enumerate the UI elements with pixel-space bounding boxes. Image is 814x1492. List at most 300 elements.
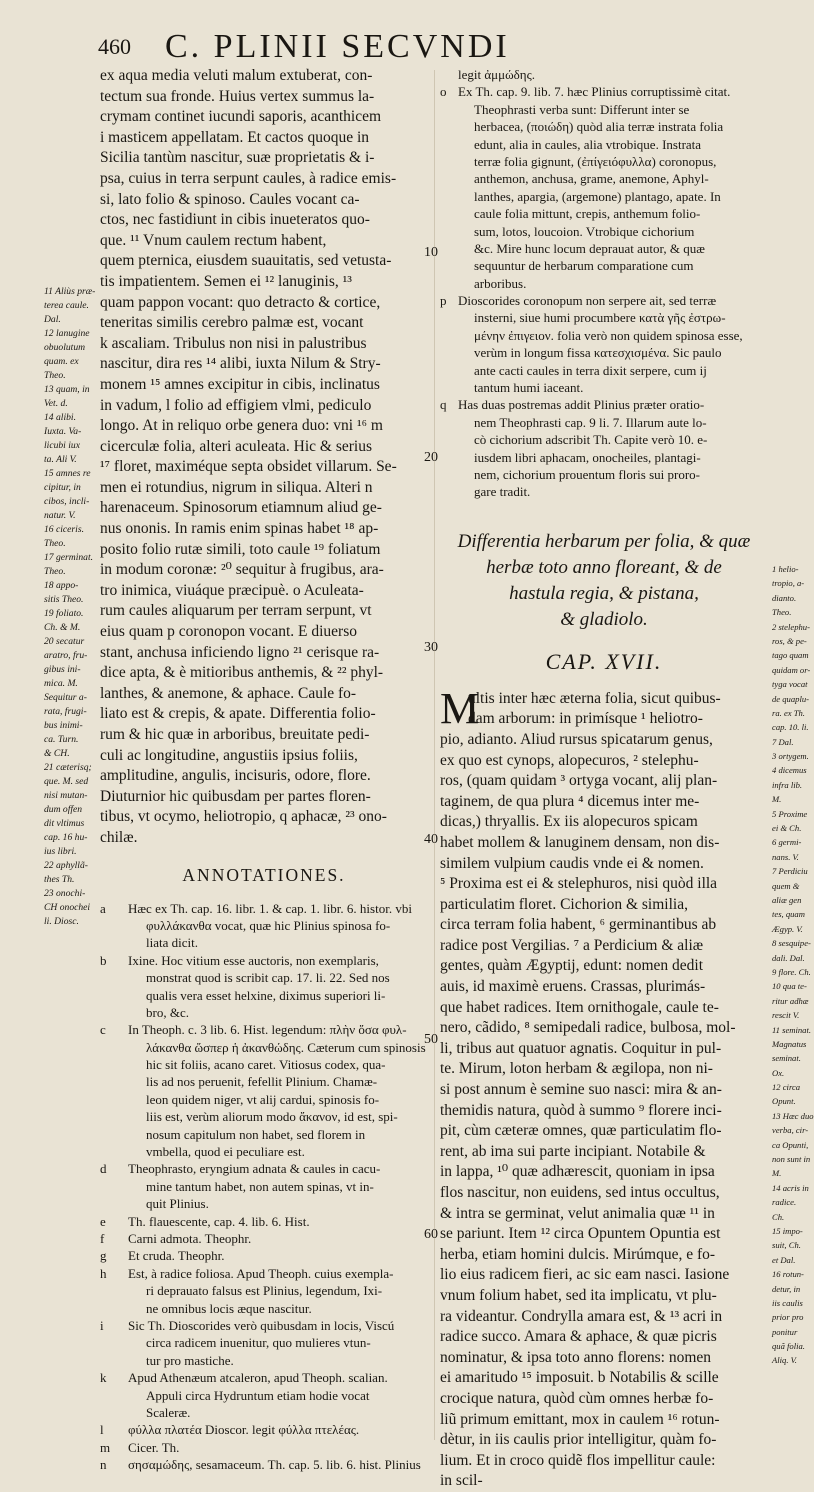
annotation-text: qualis vera esset helxine, diximus superiori li-	[146, 987, 386, 1003]
text-line: circa terram folia habent, ⁶ germinantibus ab	[440, 916, 717, 934]
annotation-mark: l	[100, 1422, 104, 1438]
text-line: dicas,) thryallis. Ex iis alopecuros spicam	[440, 813, 698, 831]
annotation-mark: g	[100, 1248, 107, 1264]
page-number: 460	[98, 34, 131, 59]
margin-note: 11 seminat.	[772, 1024, 811, 1035]
margin-note: 14 alibi.	[44, 412, 76, 423]
annotation-mark: n	[100, 1457, 107, 1473]
annotations-left	[100, 900, 428, 1474]
text-line: si post annum è semine suo nasci: mira & an-	[440, 1081, 722, 1099]
annotation-text: bro, &c.	[146, 1004, 189, 1020]
text-line: in vadum, l folio ad effigiem vlmi, pediculo	[100, 396, 372, 414]
margin-note: 22 aphyllã-	[44, 860, 88, 871]
margin-note: et Dal.	[772, 1254, 796, 1265]
annotation-text: circa radicem inuenitur, quo mulieres vtun-	[146, 1335, 371, 1351]
text-line: amplitudine, angulis, incisuris, odore, flore.	[100, 767, 371, 785]
margin-note: 16 ciceris.	[44, 524, 84, 535]
annotation-line	[100, 1213, 428, 1230]
line-number: 50	[424, 1032, 438, 1047]
annotation-text: Th. flauescente, cap. 4. lib. 6. Hist.	[128, 1213, 310, 1229]
annotation-mark: e	[100, 1213, 106, 1229]
annotation-text: lis ad nos peruenit, fefellit Plinium. Chamæ-	[146, 1074, 378, 1090]
margin-note: Opunt.	[772, 1096, 796, 1107]
text-line: in modum coronæ: ²⁰ sequitur à frugibus, ara-	[100, 561, 384, 579]
annotation-mark: a	[100, 900, 106, 916]
annotation-text: Dioscorides coronopum non serpere ait, sed terræ	[458, 293, 717, 309]
annotation-line	[440, 344, 768, 361]
annotation-line	[440, 327, 768, 344]
annotation-line	[100, 900, 428, 917]
text-line: te. Mirum, loton herbam & ægilopa, non ni-	[440, 1060, 713, 1078]
chapter-number: CAP. XVII.	[545, 648, 663, 674]
annotation-text: sum, lotos, loucoion. Vtrobique cichorium	[474, 223, 695, 239]
text-line: liũ primum emittant, mox in caulem ¹⁶ rotun-	[440, 1410, 720, 1428]
annotation-text: nem, cichorium prouentum floris sui proro-	[474, 466, 701, 482]
margin-note: ta. Ali V.	[44, 454, 77, 465]
annotation-line	[440, 170, 768, 187]
annotation-line	[100, 969, 428, 986]
annotation-line	[100, 1160, 428, 1177]
annotation-text: &c. Mire hunc locum deprauat autor, & quæ	[474, 240, 705, 256]
annotation-text: σησαμώδης, sesamaceum. Th. cap. 5. lib. 6. hist. Plinius	[128, 1457, 421, 1473]
left-main-text	[100, 66, 428, 849]
margin-note: quam. ex	[44, 356, 79, 367]
text-line: ex quo est cynops, alopecuros, ² stelephu-	[440, 751, 699, 769]
annotation-line	[100, 1439, 428, 1456]
text-line: psa, cuius in terra serpunt caules, à radice emis-	[100, 169, 397, 187]
margin-note: Ox.	[772, 1067, 785, 1078]
text-line: ros, (quam quidam ³ ortyga vocant, alij plan-	[440, 772, 718, 790]
margin-note: infra lib.	[772, 779, 803, 790]
annotation-line	[100, 1456, 428, 1473]
margin-note: tyga vocat	[772, 679, 808, 690]
text-line: eius quam p coronopon vocant. E diuerso	[100, 623, 357, 641]
margin-note: ei & Ch.	[772, 823, 802, 834]
text-line: vnum folium habet, sed ita implicatu, vt plu-	[440, 1286, 717, 1304]
text-line: & intra se germinat, velut animalia quæ ¹¹ in	[440, 1204, 715, 1222]
annotation-mark: k	[100, 1370, 107, 1386]
annotation-text: vmbella, quod ei peculiare est.	[146, 1144, 305, 1160]
annotation-text: tantum humi iaceant.	[474, 380, 584, 396]
annotation-line	[100, 987, 428, 1004]
text-line: que. ¹¹ Vnum caulem rectum habent,	[100, 231, 327, 249]
annotation-line	[100, 1352, 428, 1369]
margin-note: nisi mutan-	[44, 790, 88, 801]
text-line: se pariunt. Item ¹² circa Opuntem Opuntia est	[440, 1225, 721, 1243]
annotation-line	[440, 153, 768, 170]
annotation-text: insterni, siue humi procumbere κατὰ γῆς ἐστρω-	[474, 310, 726, 326]
annotation-line	[440, 292, 768, 309]
margin-note: aratro, fru-	[44, 650, 88, 661]
annotation-text: liis est, verùm aliorum modo ἄκανον, id est, spi-	[146, 1109, 398, 1125]
text-line: pit, cùm cæteræ omnes, quæ particulatim flo-	[440, 1122, 722, 1140]
annotation-text: leon quidem niger, vt alij cardui, spinosis fo-	[146, 1091, 380, 1107]
annotation-line	[100, 1126, 428, 1143]
text-line: themidis natura, quòd à summo ⁹ florere inci-	[440, 1101, 722, 1119]
chapter-title-line: Differentia herbarum per folia, & quæ	[457, 530, 751, 552]
margin-note: terea caule.	[44, 300, 89, 311]
text-line: longo. At in reliquo orbe genera duo: vni ¹⁶ m	[100, 417, 383, 435]
annotation-text: cò cichorium adscribit Th. Capite verò 10. e-	[474, 432, 708, 448]
margin-note: Sequitur a-	[44, 692, 87, 703]
margin-note: non sunt in	[772, 1154, 811, 1165]
margin-note: suit, Ch.	[772, 1240, 801, 1251]
text-line: tis impatientem. Semen ei ¹² lanuginis, ¹³	[100, 272, 352, 290]
annotation-text: ri deprauato falsus est Plinius, legendum, Ixi-	[146, 1283, 383, 1299]
annotation-line	[100, 1073, 428, 1090]
annotation-text: nosum capitulum non habet, sed florem in	[146, 1126, 366, 1142]
margin-note: nans. V.	[772, 851, 799, 862]
margin-note: Theo.	[44, 538, 66, 549]
text-line: taginem, de qua plura ⁴ dicemus inter me-	[440, 792, 700, 810]
margin-note: cibos, incli-	[44, 496, 90, 507]
annotation-text: φυλλάκανθα vocat, quæ hic Plinius spinosa fo-	[146, 917, 391, 933]
text-line: dice apta, & è mitioribus anthemis, & ²² phyl-	[100, 664, 384, 682]
right-column	[440, 66, 768, 1492]
margin-note: 19 foliato.	[44, 608, 84, 619]
annotation-line	[100, 934, 428, 951]
text-line: flos nascitur, non euidens, sed intus occultus,	[440, 1184, 720, 1202]
annotation-line	[100, 1247, 428, 1264]
annotation-text: Et cruda. Theophr.	[128, 1248, 225, 1264]
margin-note: 12 circa	[772, 1082, 801, 1093]
annotation-text: edunt, alia in caules, alia vtrobique. Instrata	[474, 136, 702, 152]
annotation-line	[100, 952, 428, 969]
annotation-text: Scaleræ.	[146, 1404, 191, 1420]
margin-note: 13 quam, in	[44, 384, 90, 395]
annotation-text: liata dicit.	[146, 935, 198, 951]
text-line: ex aqua media veluti malum extuberat, con-	[100, 67, 373, 84]
annotation-line	[440, 466, 768, 483]
annotation-line	[100, 1004, 428, 1021]
margin-note: aliæ gen	[772, 894, 802, 905]
margin-note: prior pro	[772, 1312, 804, 1323]
margin-note: 20 secatur	[44, 636, 85, 647]
text-line: dètur, in iis caulis prior intelligitur, quàm fo-	[440, 1431, 717, 1449]
text-line: nascitur, dira res ¹⁴ alibi, iuxta Nilum & Stry-	[100, 355, 381, 373]
text-line: chilæ.	[100, 828, 138, 846]
text-line: posito folio rutæ simili, toto caule ¹⁹ foliatum	[100, 540, 381, 558]
annotation-mark: h	[100, 1265, 107, 1281]
margin-note: ra. ex Th.	[772, 707, 805, 718]
margin-note: 10 qua te-	[772, 981, 807, 992]
text-line: radice post Vergilias. ⁷ a Perdicium & aliæ	[440, 936, 704, 954]
annotation-line	[100, 1387, 428, 1404]
annotation-text: Carni admota. Theophr.	[128, 1230, 252, 1246]
annotation-line	[100, 1265, 428, 1282]
annotation-text: nem Theophrasti cap. 9 li. 7. Illarum aute lo-	[474, 414, 707, 430]
annotation-line	[440, 66, 768, 83]
annotation-text: tur pro mastiche.	[146, 1352, 234, 1368]
margin-note: Theo.	[44, 370, 66, 381]
annotation-text: φύλλα πλατέα Dioscor. legit φύλλα πτελέας.	[128, 1422, 360, 1438]
annotation-mark: f	[100, 1230, 105, 1246]
margin-note: rescit V.	[772, 1010, 800, 1021]
annotation-line	[100, 1421, 428, 1438]
annotation-line	[100, 1334, 428, 1351]
text-line: lanthes, & anemone, & aphace. Caule fo-	[100, 684, 357, 702]
annotation-line	[100, 1178, 428, 1195]
text-line: dam arborum: in primísque ¹ heliotro-	[468, 710, 703, 728]
annotation-mark: m	[100, 1439, 111, 1455]
line-number: 20	[424, 450, 438, 465]
annotation-text: λάκανθα ὥσπερ ἡ ἀκανθώδης. Cæterum cum spinosis	[146, 1039, 426, 1055]
text-line: gentes, quàm Ægyptij, edunt: nomen dedit	[440, 957, 704, 975]
text-line: ¹⁷ floret, maximéque septa obsidet villarum. Se-	[100, 458, 397, 476]
text-line: monem ¹⁵ amnes excipitur in cibis, inclinatus	[100, 375, 380, 393]
annotation-mark: c	[100, 1022, 106, 1038]
margin-note: gibus ini-	[44, 664, 81, 675]
text-line: si, lato folio & spinoso. Caules vocant ca-	[100, 190, 360, 208]
annotation-line	[440, 83, 768, 100]
margin-note: 15 impo-	[772, 1225, 803, 1236]
annotation-line	[440, 362, 768, 379]
text-line: radice succo. Amara & aphace, & quæ picris	[440, 1328, 717, 1346]
text-line: ⁵ Proxima est ei & stelephuros, nisi quòd illa	[440, 875, 718, 893]
margin-note: 6 germi-	[772, 837, 802, 848]
margin-note: 18 appo-	[44, 580, 79, 591]
margin-note: 7 Perdiciu	[772, 866, 808, 877]
margin-note: 8 sesquipe-	[772, 938, 811, 949]
margin-note: li. Diosc.	[44, 916, 79, 927]
margin-note: tropio, a-	[772, 578, 805, 589]
margin-note: quem &	[772, 880, 800, 891]
margin-note: Magnatus	[772, 1038, 807, 1049]
margin-note: 11 Aliùs præ-	[44, 286, 96, 297]
annotation-text: Apud Athenæum atcaleron, apud Theoph. scalian.	[128, 1370, 388, 1386]
annotation-line	[440, 431, 768, 448]
annotation-text: arboribus.	[474, 275, 527, 291]
margin-note: cipitur, in	[44, 482, 81, 493]
margin-note: 5 Proxime	[772, 808, 808, 819]
text-line: men ei rotundius, nigrum in siliqua. Alteri n	[100, 478, 373, 496]
annotation-line	[440, 396, 768, 413]
margin-note: 12 lanugine	[44, 328, 90, 339]
annotations-right	[440, 66, 768, 501]
text-line: quam pappon vocant: quo detracto & cortice,	[100, 293, 381, 311]
left-column	[100, 66, 428, 1473]
margin-note: 2 stelephu-	[772, 621, 810, 632]
margin-note: quidam or-	[772, 664, 811, 675]
annotation-line	[440, 449, 768, 466]
annotations-heading: ANNOTATIONES.	[182, 864, 346, 885]
margin-note: cap. 10. li.	[772, 722, 809, 733]
annotation-line	[100, 1021, 428, 1038]
margin-note: tago quam	[772, 650, 809, 661]
text-line: crocique natura, quòd cùm omnes herbæ fo-	[440, 1389, 714, 1407]
annotation-line	[440, 309, 768, 326]
annotation-mark: p	[440, 293, 447, 309]
text-line: auis, id maximè eruens. Crassas, plurimás-	[440, 978, 706, 996]
chapter-title-line: herbæ toto anno floreant, & de	[486, 556, 722, 578]
margin-note: 23 onochi-	[44, 888, 86, 899]
margin-note: natur. V.	[44, 510, 76, 521]
margin-note: mica. M.	[44, 678, 78, 689]
margin-note: cap. 16 hu-	[44, 832, 88, 843]
annotation-line	[440, 205, 768, 222]
text-line: nus ononis. In ramis enim spinas habet ¹⁸ ap-	[100, 520, 379, 538]
annotation-mark: b	[100, 952, 107, 968]
text-line: herba, etiam homini dulcis. Mirúmque, e fo-	[440, 1245, 716, 1263]
margin-note: tes, quam	[772, 909, 805, 920]
text-line: harenaceum. Spinosorum etiamnum aliud ge-	[100, 499, 382, 517]
line-number: 30	[424, 640, 438, 655]
annotation-line	[440, 118, 768, 135]
text-line: pio, adianto. Aliud rursus spicatarum genus,	[440, 730, 713, 748]
annotation-line	[100, 1195, 428, 1212]
text-line: ctos, nec fastidiunt in cibis inueteratos quo-	[100, 211, 370, 229]
margin-note: rata, frugi-	[44, 706, 87, 717]
margin-note: Dal.	[44, 314, 61, 325]
text-line: k ascaliam. Tribulus non nisi in palustribus	[100, 334, 367, 352]
annotation-text: gare tradit.	[474, 484, 531, 500]
chapter-body	[440, 683, 768, 1492]
margin-note: dianto.	[772, 592, 797, 603]
margin-note: que. M. sed	[44, 776, 89, 787]
margin-note: quã folia.	[772, 1341, 805, 1352]
annotation-text: anthemon, anchusa, grame, anemone, Aphyl-	[474, 171, 709, 187]
annotation-line	[440, 257, 768, 274]
annotation-line	[100, 1317, 428, 1334]
text-line: crymam continet iucundi saporis, acanthicem	[100, 108, 382, 126]
annotation-line	[440, 379, 768, 396]
annotation-line	[100, 917, 428, 934]
text-line: Diuturnior hic quibusdam per partes floren-	[100, 787, 371, 805]
margin-note: ritur adhæ	[772, 995, 809, 1006]
margin-note: 4 dicemus	[772, 765, 807, 776]
text-line: stant, anchusa inficiendo ligno ²¹ cerisque ra-	[100, 643, 380, 661]
annotation-line	[440, 136, 768, 153]
right-main-text	[440, 683, 768, 1492]
margin-note: seminat.	[772, 1053, 801, 1064]
annotation-line	[440, 223, 768, 240]
margin-note: ius libri.	[44, 846, 77, 857]
margin-note: 15 amnes re	[44, 468, 91, 479]
annotation-text: Hæc ex Th. cap. 16. libr. 1. & cap. 1. libr. 6. histor. vbi	[128, 900, 412, 916]
text-line: rent, ab ima sui parte incipiant. Notabile &	[440, 1142, 706, 1160]
annotation-text: hic sit foliis, acano caret. Vitiosus codex, qua-	[146, 1057, 386, 1073]
running-head: C. PLINII SECVNDI	[165, 28, 510, 65]
margin-note: radice.	[772, 1197, 797, 1208]
margin-note: bus inimi-	[44, 720, 83, 731]
margin-note: 13 Hæc duo	[772, 1110, 814, 1121]
annotation-text: sequuntur de herbarum comparatione cum	[474, 258, 694, 274]
text-line: nominatur, & ipsa toto anno florens: nomen	[440, 1348, 712, 1366]
annotation-text: Appuli circa Hydruntum etiam hodie vocat	[146, 1387, 370, 1403]
margin-note: de quaplu-	[772, 693, 809, 704]
annotation-line	[100, 1404, 428, 1421]
right-margin-notes	[772, 562, 814, 1368]
annotation-text: terræ folia gignunt, (ἐπίγειόφυλλα) coronopus,	[474, 153, 717, 169]
annotation-text: Ixine. Hoc vitium esse auctoris, non exemplaris,	[128, 952, 379, 968]
text-line: quem pternica, eiusdem suauitatis, sed vetusta-	[100, 252, 392, 270]
margin-note: 7 Dal.	[772, 736, 794, 747]
annotation-text: Est, à radice foliosa. Apud Theoph. cuius exempla-	[128, 1265, 394, 1281]
text-line: teneritas similis cerebro palmæ est, vocant	[100, 314, 364, 332]
annotation-text: lanthes, apargia, (argemone) plantago, apate. In	[474, 188, 721, 204]
annotation-text: Has duas postremas addit Plinius præter oratio-	[458, 397, 705, 413]
margin-note: dit vltimus	[44, 818, 85, 829]
text-line: tectum sua fronde. Huius vertex summus la-	[100, 87, 375, 105]
drop-cap: M	[440, 683, 480, 733]
text-line: similem vulpium caudis vnde ei & nomen.	[440, 854, 704, 872]
annotation-line	[440, 101, 768, 118]
annotation-line	[440, 483, 768, 500]
line-number: 10	[424, 245, 438, 260]
text-line: nero, cãdido, ⁸ semipedali radice, bulbosa, mol-	[440, 1019, 736, 1037]
margin-note: 16 rotun-	[772, 1269, 804, 1280]
text-line: lio eius radicem fieri, ac sic eam nasci. Iasione	[440, 1266, 730, 1284]
text-line: culi ac longitudine, angustiis ipsius foliis,	[100, 746, 358, 764]
annotation-line	[100, 1369, 428, 1386]
annotation-text: Theophrasto, eryngium adnata & caules in cacu-	[128, 1161, 381, 1177]
margin-note: ponitur	[772, 1326, 798, 1337]
text-line: habet mollem & lanuginem densam, non dis-	[440, 833, 720, 851]
annotation-text: verùm in longum fissa κατεσχισμένα. Sic paulo	[474, 345, 722, 361]
annotation-text: Theophrasti verba sunt: Differunt inter se	[474, 101, 690, 117]
annotation-text: Ex Th. cap. 9. lib. 7. hæc Plinius corruptissimè citat.	[458, 84, 731, 100]
margin-note: Theo.	[44, 566, 66, 577]
annotation-line	[100, 1282, 428, 1299]
annotation-line	[440, 275, 768, 292]
text-line: lium. Et in croco quidẽ flos impellitur caule:	[440, 1451, 716, 1469]
annotation-mark: o	[440, 84, 447, 100]
margin-note: 9 flore. Ch.	[772, 966, 811, 977]
annotation-line	[100, 1108, 428, 1125]
annotation-mark: i	[100, 1317, 104, 1333]
text-line: que habet radices. Item ornithogale, caule te-	[440, 998, 719, 1016]
margin-note: 17 germinat.	[44, 552, 94, 563]
chapter-title-line: hastula regia, & pistana,	[509, 582, 699, 604]
chapter-title-line: & gladiolo.	[560, 608, 648, 630]
margin-note: Theo.	[772, 607, 792, 618]
margin-note: & CH.	[44, 748, 70, 759]
annotation-text: iusdem libri aphacam, onocheiles, plantagi-	[474, 449, 701, 465]
margin-note: Iuxta. Va-	[44, 426, 82, 437]
margin-note: 21 cæterisq;	[44, 762, 92, 773]
annotation-text: μένην ἐπιγειον. folia verò non quidem spinosa esse,	[474, 327, 743, 343]
text-line: rum caules aliquarum per terram serpunt, vt	[100, 602, 372, 620]
margin-note: 3 ortygem.	[772, 751, 809, 762]
annotation-mark: q	[440, 397, 447, 413]
margin-note: dum offen	[44, 804, 83, 815]
margin-note: ca Opunti,	[772, 1139, 809, 1150]
line-number: 40	[424, 832, 438, 847]
annotation-line	[100, 1143, 428, 1160]
margin-note: dali. Dal.	[772, 952, 805, 963]
text-line: Sicilia tantùm nascitur, suæ proprietatis & i-	[100, 149, 375, 167]
text-line: li, tribus aut quatuor agnatis. Coquitur in pul-	[440, 1039, 722, 1057]
annotation-text: ante cacti caules in terra dixit serpere, cum ij	[474, 362, 707, 378]
text-line: particulatim floret. Cichorion & similia,	[440, 895, 688, 913]
annotation-line	[100, 1091, 428, 1108]
margin-note: iis caulis	[772, 1297, 803, 1308]
margin-note: 14 acris in	[772, 1182, 809, 1193]
margin-note: ros, & pe-	[772, 635, 807, 646]
annotation-text: herbacea, (ποιώδη) quòd alia terræ instrata folia	[474, 119, 724, 135]
annotation-text: In Theoph. c. 3 lib. 6. Hist. legendum: πλὴν ὅσα φυλ-	[128, 1022, 407, 1038]
left-margin-notes	[44, 285, 96, 929]
text-line: tro inimica, viuáque præcipuè. o Aculeata-	[100, 581, 364, 599]
text-line: liato est & crepis, & apate. Differentia folio-	[100, 705, 376, 723]
margin-note: thes Th.	[44, 874, 75, 885]
margin-note: Ch.	[772, 1211, 785, 1222]
margin-note: Vet. d.	[44, 398, 68, 409]
margin-note: ca. Turn.	[44, 734, 79, 745]
margin-note: Aliq. V.	[772, 1355, 797, 1366]
annotation-line	[100, 1300, 428, 1317]
text-line: in lappa, ¹⁰ quæ adhærescit, quoniam in ipsa	[440, 1163, 715, 1181]
